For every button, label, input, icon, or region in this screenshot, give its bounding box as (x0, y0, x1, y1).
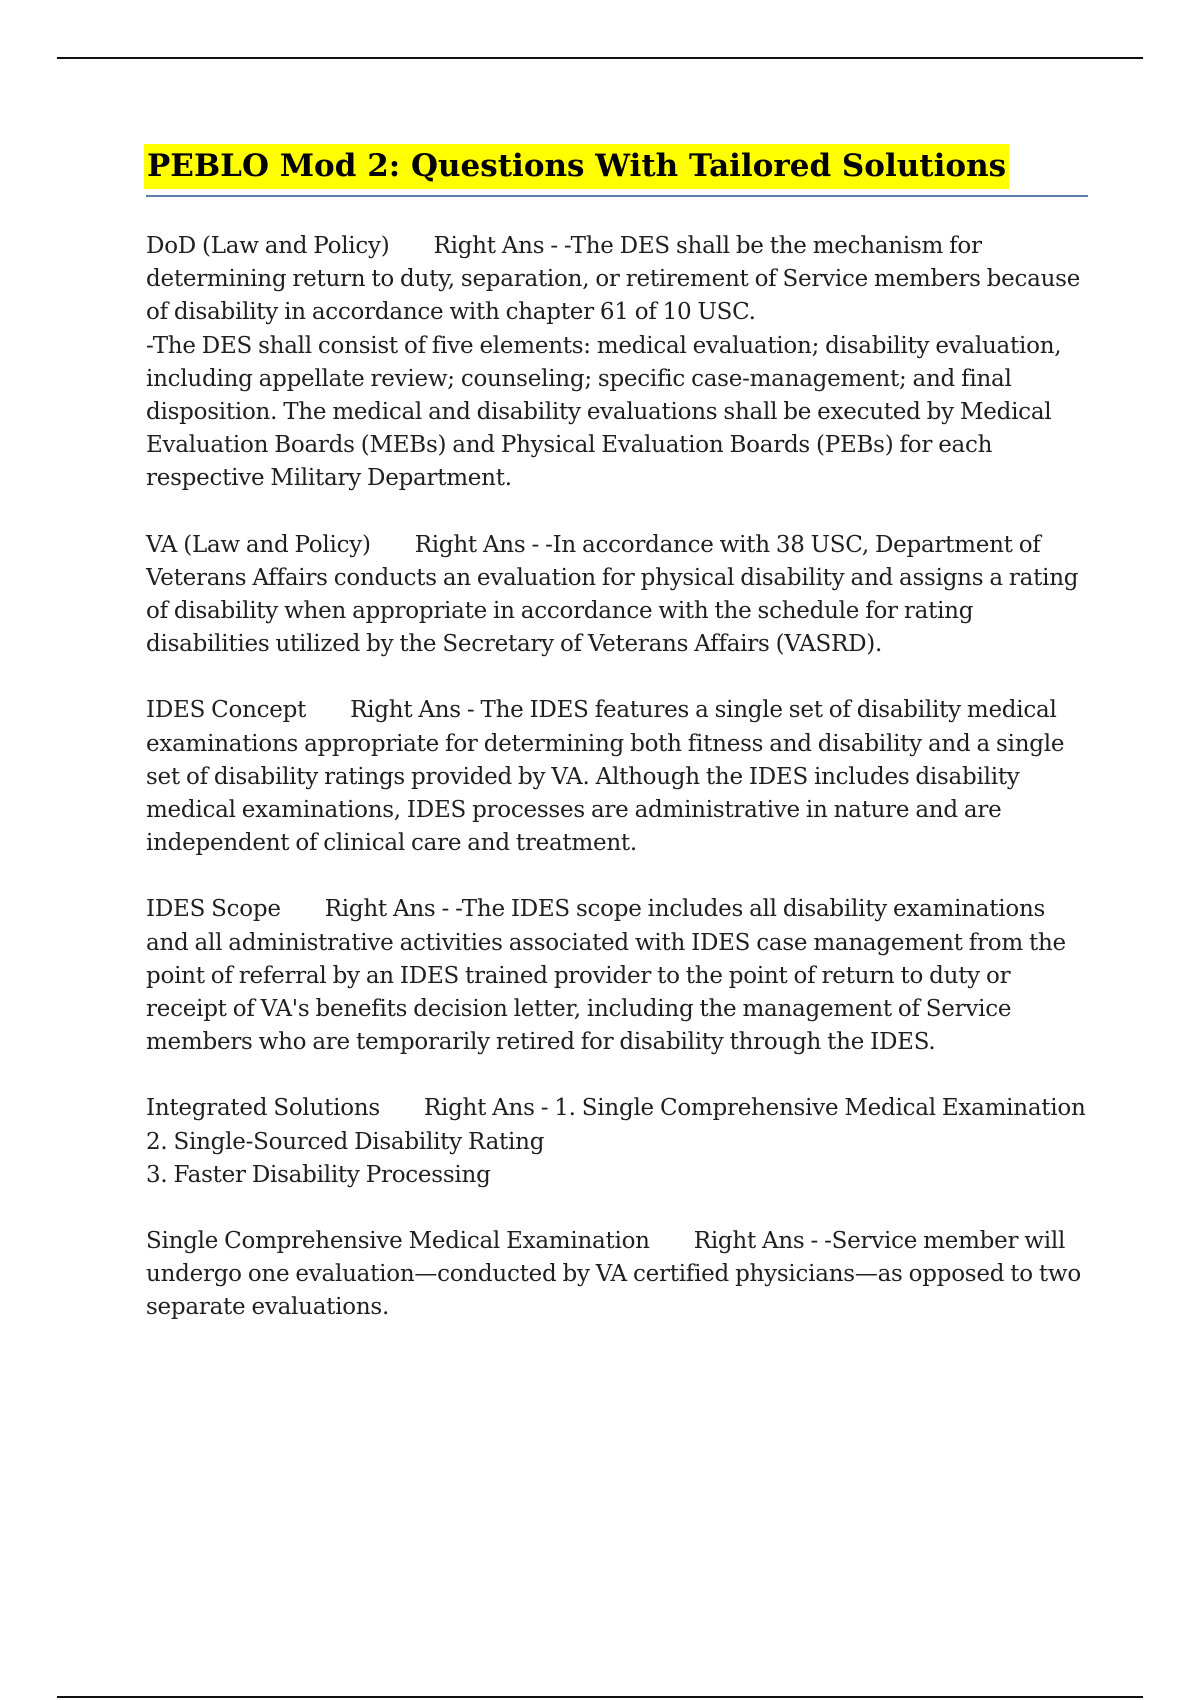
card-question: Integrated Solutions (146, 1095, 380, 1122)
card-answer-line: Right Ans - -Service member will undergo one evaluation—conducted by VA certified physicians—as opposed to two separate evaluations. (146, 1228, 1081, 1321)
card-answer-line: -The DES shall consist of five elements: medical evaluation; disability evaluation, including appellate review; counseling; specific case-management; and final disposition. The medical and disability evaluations shall be executed by Medical Evaluation Boards (MEBs) and Physical Evaluation Boards (PEBs) for each respective Military Department. (146, 332, 1062, 492)
card-answer-line: 3. Faster Disability Processing (146, 1161, 491, 1188)
card-answer-line: Right Ans - -In accordance with 38 USC, Department of Veterans Affairs conducts an evaluation for physical disability and assigns a rating of disability when appropriate in accordance with the schedule for rating disabilities utilized by the Secretary of Veterans Affairs (VASRD). (146, 531, 1079, 658)
card-answer-line: Right Ans - -The DES shall be the mechanism for determining return to duty, separation, or retirement of Service members because of disability in accordance with chapter 61 of 10 USC. (146, 233, 1081, 326)
document-body (146, 144, 1088, 1325)
flashcard-single-comprehensive-exam (146, 1225, 1088, 1325)
header-rule (57, 57, 1143, 59)
card-answer-line: 2. Single-Sourced Disability Rating (146, 1128, 545, 1155)
flashcard-ides-concept (146, 694, 1088, 860)
flashcard-dod-law-policy (146, 230, 1088, 496)
card-question: IDES Concept (146, 697, 307, 724)
card-answer-line: Right Ans - -The IDES scope includes all disability examinations and all administrative activities associated with IDES case management from the point of referral by an IDES trained provider to the point of return to duty or receipt of VA's benefits decision letter, including the management of Service members who are temporarily retired for disability through the IDES. (146, 896, 1066, 1056)
card-answer-line: Right Ans - The IDES features a single set of disability medical examinations appropriate for determining both fitness and disability and a single set of disability ratings provided by VA. Although the IDES includes disability medical examinations, IDES processes are administrative in nature and are independent of clinical care and treatment. (146, 697, 1065, 857)
card-question: IDES Scope (146, 896, 281, 923)
card-question: VA (Law and Policy) (146, 531, 371, 558)
flashcard-ides-scope (146, 893, 1088, 1059)
document-title: PEBLO Mod 2: Questions With Tailored Solutions (144, 144, 1009, 189)
card-question: DoD (Law and Policy) (146, 233, 390, 259)
card-question: Single Comprehensive Medical Examination (146, 1228, 650, 1255)
title-block (146, 144, 1088, 197)
card-answer-line: Right Ans - 1. Single Comprehensive Medical Examination (423, 1095, 1086, 1122)
footer-rule (57, 1696, 1143, 1698)
flashcard-va-law-policy (146, 529, 1088, 662)
flashcard-integrated-solutions (146, 1092, 1088, 1192)
